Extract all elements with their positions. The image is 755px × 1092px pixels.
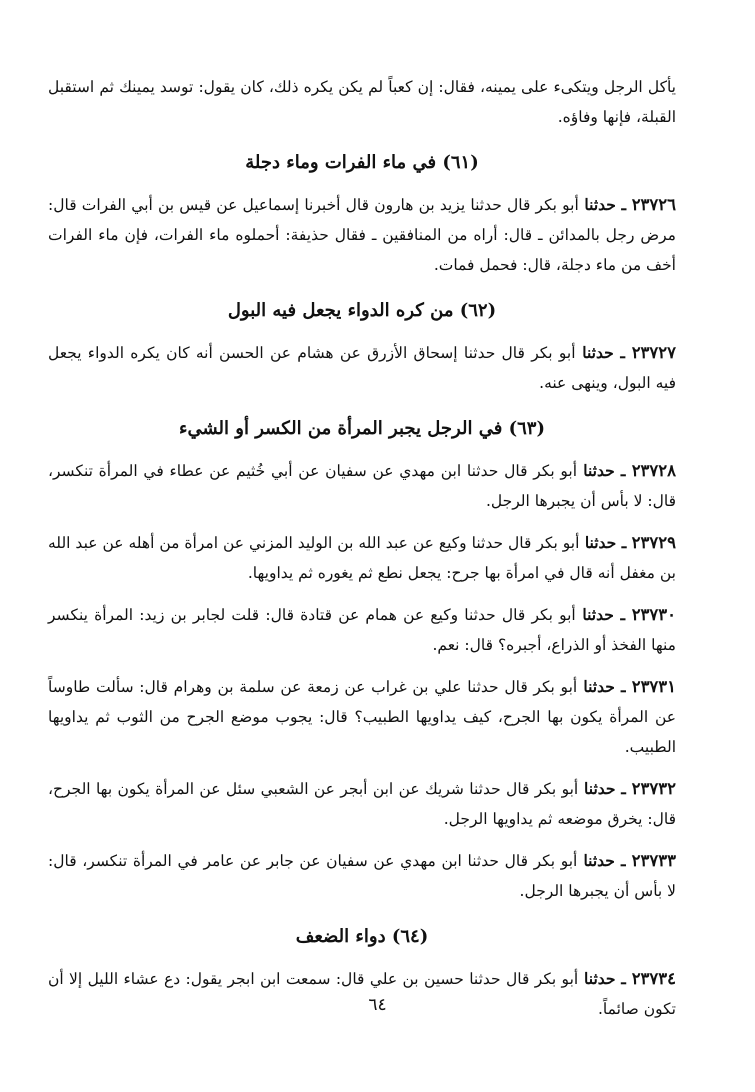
hadith-number: ٢٣٧٢٦ xyxy=(631,195,676,214)
hadith-23733 xyxy=(48,846,676,906)
hadith-prefix: ـ حدثنا xyxy=(578,969,632,988)
hadith-prefix: ـ حدثنا xyxy=(577,677,632,696)
hadith-number: ٢٣٧٣٢ xyxy=(631,779,676,798)
hadith-23727 xyxy=(48,338,676,398)
section-heading-62: (٦٢) من كره الدواء يجعل فيه البول xyxy=(227,300,497,321)
section-heading-63: (٦٣) في الرجل يجبر المرأة من الكسر أو الشيء xyxy=(178,418,546,439)
section-heading-61: (٦١) في ماء الفرات وماء دجلة xyxy=(245,152,479,173)
intro-paragraph: يأكل الرجل ويتكىء على يمينه، فقال: إن كعباً لم يكن يكره ذلك، كان يقول: توسد يمينك ثم استقبل القبلة، فإنها وفاؤه. xyxy=(48,78,676,126)
hadith-number: ٢٣٧٢٨ xyxy=(631,461,676,480)
hadith-prefix: ـ حدثنا xyxy=(578,779,632,798)
hadith-prefix: ـ حدثنا xyxy=(577,851,632,870)
hadith-prefix: ـ حدثنا xyxy=(577,461,632,480)
hadith-text: أبو بكر قال حدثنا إسحاق الأزرق عن هشام عن الحسن أنه كان يكره الدواء يجعل فيه البول، وينهى عنه. xyxy=(48,344,676,392)
hadith-text: أبو بكر قال حدثنا شريك عن ابن أبجر عن الشعبي سئل عن المرأة يكون بها الجرح، قال: يخرق موضعه ثم يداويها الرجل. xyxy=(48,780,676,828)
hadith-text: أبو بكر قال حدثنا وكيع عن عبد الله بن الوليد المزني عن امرأة من أهله عن عبد الله بن مغفل أنه قال في امرأة بها جرح: يجعل نطع ثم يغوره ثم يداويها. xyxy=(48,534,676,582)
hadith-text: أبو بكر قال حدثنا وكيع عن همام عن قتادة قال: قلت لجابر بن زيد: المرأة ينكسر منها الفخذ أو الذراع، أجبره؟ قال: نعم. xyxy=(48,606,676,654)
hadith-23728 xyxy=(48,456,676,516)
hadith-text: أبو بكر قال حدثنا يزيد بن هارون قال أخبرنا إسماعيل عن قيس بن أبي الفرات قال: مرض رجل بالمدائن ـ قال: أراه من المنافقين ـ فقال حذيفة: أحملوه ماء الفرات، فإن ماء الفرات أخف من ماء دجلة، قال: فحمل فمات. xyxy=(48,196,676,274)
hadith-23729 xyxy=(48,528,676,588)
section-heading-64: (٦٤) دواء الضعف xyxy=(295,926,429,947)
hadith-number: ٢٣٧٣٣ xyxy=(631,851,676,870)
hadith-text: أبو بكر قال حدثنا ابن مهدي عن سفيان عن جابر عن عامر في المرأة تنكسر، قال: لا بأس أن يجبرها الرجل. xyxy=(48,852,676,900)
hadith-23726 xyxy=(48,190,676,280)
hadith-prefix: ـ حدثنا xyxy=(575,343,632,362)
hadith-23731 xyxy=(48,672,676,762)
hadith-number: ٢٣٧٣١ xyxy=(631,677,677,696)
hadith-prefix: ـ حدثنا xyxy=(575,605,632,624)
hadith-text: أبو بكر قال حدثنا حسين بن علي قال: سمعت ابن ابجر يقول: دع عشاء الليل إلا أن تكون صائماً. xyxy=(48,970,676,1018)
hadith-number: ٢٣٧٢٩ xyxy=(631,533,676,552)
hadith-23730 xyxy=(48,600,676,660)
page-number: ٦٤ xyxy=(368,995,387,1015)
hadith-prefix: ـ حدثنا xyxy=(579,533,632,552)
hadith-number: ٢٣٧٢٧ xyxy=(631,343,676,362)
book-page xyxy=(48,72,676,1036)
hadith-23732 xyxy=(48,774,676,834)
hadith-text: أبو بكر قال حدثنا علي بن غراب عن زمعة عن سلمة بن وهرام قال: سألت طاوساً عن المرأة يكون بها الجرح، كيف يداويها الطبيب؟ قال: يجوب موضع الجرح من الثوب ثم يداويها الطبيب. xyxy=(48,678,676,756)
hadith-number: ٢٣٧٣٤ xyxy=(631,969,676,988)
hadith-prefix: ـ حدثنا xyxy=(578,195,632,214)
hadith-number: ٢٣٧٣٠ xyxy=(631,605,676,624)
hadith-23734 xyxy=(48,964,676,1024)
hadith-text: أبو بكر قال حدثنا ابن مهدي عن سفيان عن أبي خُثيم عن عطاء في المرأة تنكسر، قال: لا بأس أن يجبرها الرجل. xyxy=(48,462,676,510)
